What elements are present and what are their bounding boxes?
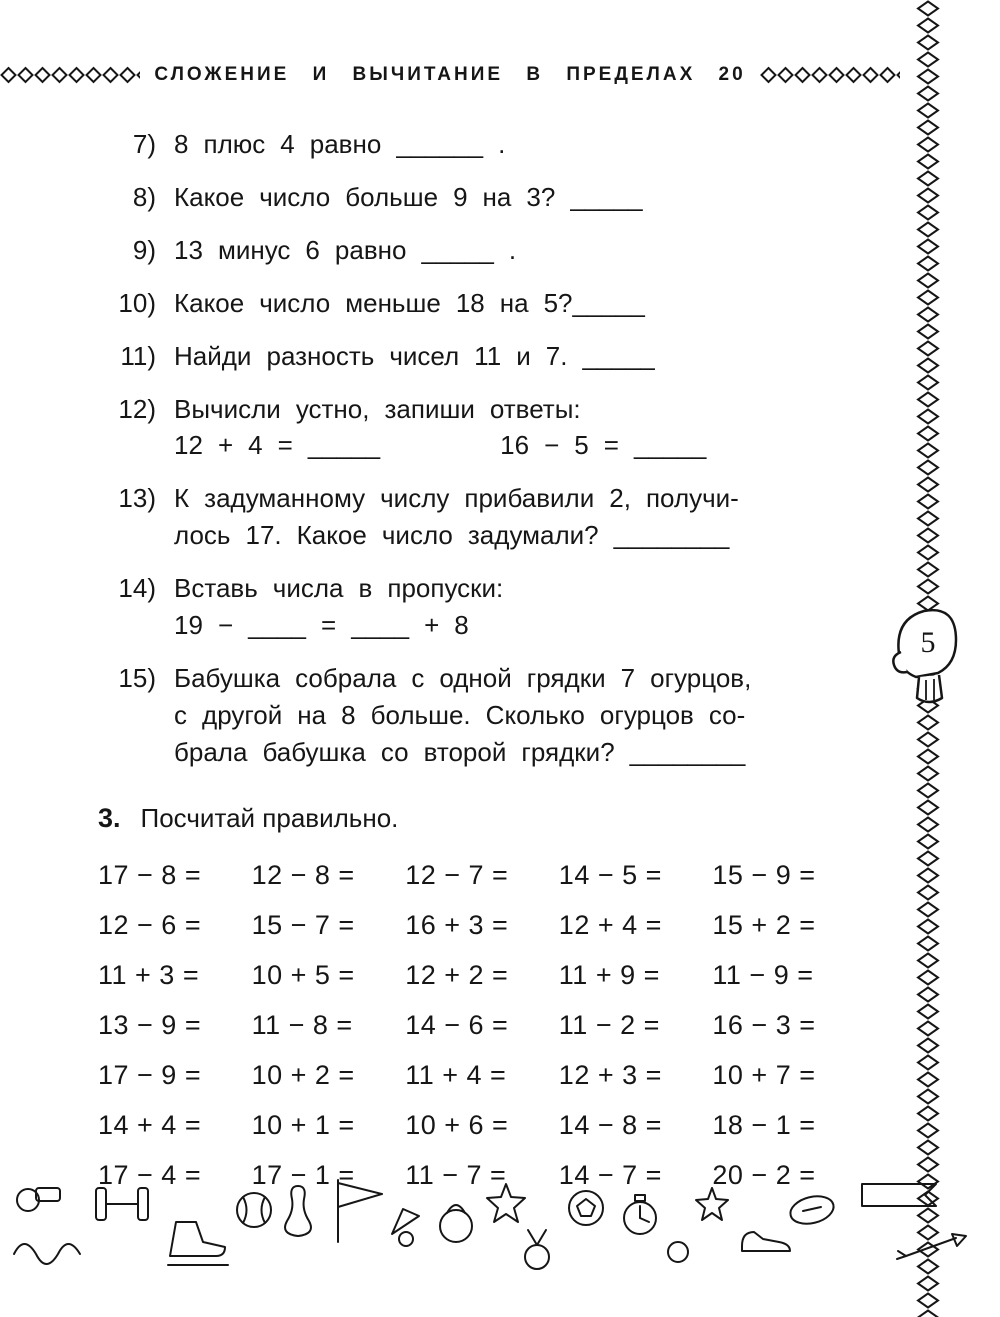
math-problem-cell: 12 − 8 = bbox=[251, 859, 355, 890]
math-problem-cell: 18 − 1 = bbox=[712, 1109, 816, 1140]
soccer-ball-icon bbox=[569, 1191, 603, 1225]
problem-text bbox=[174, 391, 866, 465]
problem-item-11 bbox=[98, 338, 866, 375]
problem-text-line: Найди разность чисел 11 и 7. _____ bbox=[174, 340, 655, 371]
section-number: 3. bbox=[98, 802, 121, 833]
math-problem-cell: 10 + 2 = bbox=[251, 1059, 355, 1090]
arithmetic-grid bbox=[98, 860, 866, 1191]
equation-with-blank: 16 − 5 = _____ bbox=[500, 430, 707, 461]
math-problem-cell: 11 − 2 = bbox=[558, 1009, 660, 1040]
problem-text-line: К задуманному числу прибавили 2, получи- bbox=[174, 483, 739, 514]
problem-text-line: 8 плюс 4 равно ______ . bbox=[174, 129, 506, 159]
problem-text bbox=[174, 232, 866, 269]
math-problem-cell: 14 − 6 = bbox=[405, 1009, 509, 1040]
section-3-heading bbox=[98, 803, 866, 834]
math-problem-cell: 10 + 6 = bbox=[405, 1109, 509, 1140]
equation-with-blank: 12 + 4 = _____ bbox=[174, 430, 381, 461]
section-title: Посчитай правильно. bbox=[140, 802, 399, 833]
kettlebell-icon bbox=[440, 1210, 472, 1242]
problem-text-line: Вставь числа в пропуски: bbox=[174, 573, 504, 604]
math-problem-cell: 10 + 5 = bbox=[251, 959, 355, 990]
math-problem-cell: 12 − 6 = bbox=[98, 909, 202, 940]
problem-item-8 bbox=[98, 179, 866, 216]
problem-text bbox=[174, 285, 866, 322]
problem-item-13 bbox=[98, 480, 866, 554]
page-title: СЛОЖЕНИЕ И ВЫЧИТАНИЕ В ПРЕДЕЛАХ 20 bbox=[154, 64, 746, 85]
chain-border-right bbox=[760, 64, 900, 86]
math-problem-cell: 13 − 9 = bbox=[98, 1009, 202, 1040]
problem-text-line: Вычисли устно, запиши ответы: bbox=[174, 393, 581, 424]
problem-text bbox=[174, 126, 866, 163]
ice-skate-icon bbox=[170, 1222, 225, 1256]
sports-doodles-strip bbox=[0, 1168, 1000, 1286]
math-problem-cell: 17 − 9 = bbox=[98, 1059, 202, 1090]
problem-text bbox=[174, 660, 866, 771]
math-problem-cell: 17 − 8 = bbox=[98, 859, 202, 890]
problem-item-15 bbox=[98, 660, 866, 771]
math-problem-cell: 16 − 3 = bbox=[712, 1009, 816, 1040]
problem-text-line: Бабушка собрала с одной грядки 7 огурцов, bbox=[174, 662, 752, 693]
medal-icon bbox=[528, 1230, 546, 1245]
math-problem-cell: 12 + 4 = bbox=[558, 909, 662, 940]
page-header bbox=[0, 60, 900, 90]
math-problem-cell: 17 − 1 = bbox=[251, 1159, 355, 1190]
bowling-pin-icon bbox=[285, 1186, 311, 1236]
problem-text-line: Какое число больше 9 на 3? _____ bbox=[174, 181, 643, 212]
problem-number: 8) bbox=[132, 181, 156, 212]
math-problem-cell: 16 + 3 = bbox=[405, 909, 509, 940]
math-problem-cell: 12 + 2 = bbox=[405, 959, 509, 990]
problem-item-14 bbox=[98, 570, 866, 644]
math-problem-cell: 10 + 7 = bbox=[712, 1059, 816, 1090]
sneaker-icon bbox=[742, 1232, 790, 1251]
math-problem-cell: 14 + 4 = bbox=[98, 1109, 202, 1140]
problem-text-line: с другой на 8 больше. Сколько огурцов со- bbox=[174, 699, 746, 730]
math-problem-cell: 11 − 7 = bbox=[405, 1159, 507, 1190]
math-problem-cell: 11 + 9 = bbox=[558, 959, 660, 990]
problem-text-line: 13 минус 6 равно _____ . bbox=[174, 234, 517, 265]
problem-equations-row bbox=[174, 427, 866, 464]
math-problem-cell: 14 − 7 = bbox=[558, 1159, 662, 1190]
problem-number: 10) bbox=[118, 287, 156, 318]
problem-number: 12) bbox=[118, 393, 156, 424]
math-problem-cell: 15 − 9 = bbox=[712, 859, 816, 890]
problem-number: 15) bbox=[118, 662, 156, 693]
problem-number: 14) bbox=[118, 573, 156, 604]
math-problem-cell: 14 − 5 = bbox=[558, 859, 662, 890]
problem-number: 11) bbox=[120, 340, 156, 371]
problem-item-10 bbox=[98, 285, 866, 322]
problem-text bbox=[174, 179, 866, 216]
math-problem-cell: 15 + 2 = bbox=[712, 909, 816, 940]
problem-text bbox=[174, 570, 866, 644]
star-icon bbox=[696, 1188, 728, 1220]
math-problem-cell: 14 − 8 = bbox=[558, 1109, 662, 1140]
math-problem-cell: 17 − 4 = bbox=[98, 1159, 202, 1190]
baseball-icon bbox=[237, 1193, 271, 1227]
problem-item-12 bbox=[98, 391, 866, 465]
problem-item-9 bbox=[98, 232, 866, 269]
math-problem-cell: 11 + 4 = bbox=[405, 1059, 507, 1090]
problem-number: 9) bbox=[132, 234, 156, 265]
problem-text bbox=[174, 338, 866, 375]
banner-flag-icon bbox=[862, 1184, 936, 1206]
math-problem-cell: 12 − 7 = bbox=[405, 859, 509, 890]
equation-with-blank: 19 − ____ = ____ + 8 bbox=[174, 610, 469, 641]
math-problem-cell: 10 + 1 = bbox=[251, 1109, 355, 1140]
problem-item-7 bbox=[98, 126, 866, 163]
math-problem-cell: 11 − 9 = bbox=[712, 959, 814, 990]
math-problem-cell: 12 + 3 = bbox=[558, 1059, 662, 1090]
boxing-glove-page-marker bbox=[888, 596, 966, 718]
problem-number: 13) bbox=[118, 483, 156, 514]
jump-rope-icon bbox=[14, 1244, 80, 1264]
shuttlecock-icon bbox=[392, 1209, 419, 1234]
exercise-content bbox=[98, 126, 866, 1191]
problem-number: 7) bbox=[132, 129, 156, 159]
problem-text-line: Какое число меньше 18 на 5?_____ bbox=[174, 287, 645, 318]
star-icon bbox=[487, 1184, 525, 1222]
math-problem-cell: 11 + 3 = bbox=[98, 959, 200, 990]
dumbbell-icon bbox=[96, 1188, 106, 1220]
page-number: 5 bbox=[920, 626, 936, 659]
problem-text-line: лось 17. Какое число задумали? ________ bbox=[174, 520, 730, 551]
math-problem-cell: 15 − 7 = bbox=[251, 909, 355, 940]
problem-text-line: брала бабушка со второй грядки? ________ bbox=[174, 736, 746, 767]
math-problem-cell: 11 − 8 = bbox=[251, 1009, 353, 1040]
dart-icon bbox=[906, 1238, 956, 1256]
problem-text bbox=[174, 480, 866, 554]
math-problem-cell: 20 − 2 = bbox=[712, 1159, 816, 1190]
ball-icon bbox=[668, 1242, 688, 1262]
chain-border-left bbox=[0, 64, 140, 86]
